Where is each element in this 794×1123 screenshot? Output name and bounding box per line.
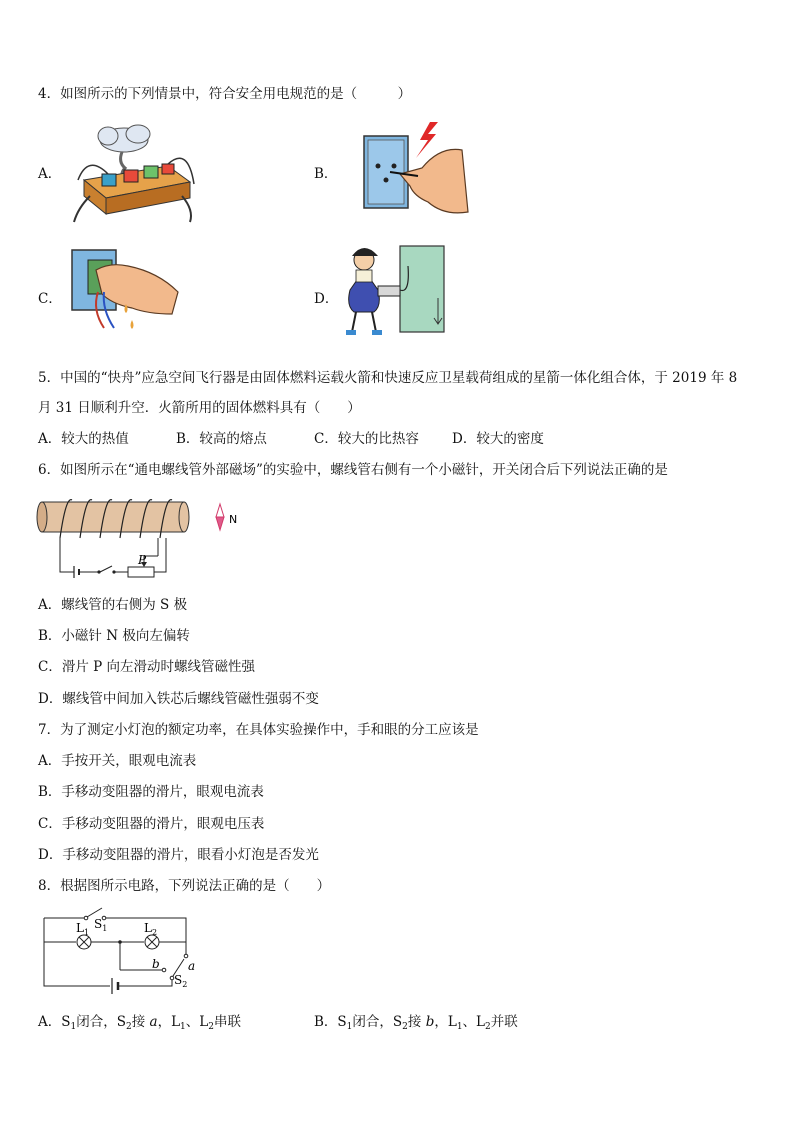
q4-option-d-label[interactable]: D．	[314, 291, 339, 307]
svg-text:L2	[144, 921, 157, 937]
q8-b-s2: S	[392, 1014, 403, 1030]
q8-option-b-label: B．	[314, 1014, 338, 1030]
q6-option-b[interactable]: B．小磁针 N 极向左偏转	[38, 628, 190, 644]
q7-stem: 7．为了测定小灯泡的额定功率，在具体实验操作中，手和眼的分工应该是	[38, 722, 479, 738]
svg-text:L1	[76, 921, 89, 937]
q8-b-label: b	[152, 957, 160, 971]
q8-a-s1: S	[61, 1014, 71, 1030]
q8-circuit-figure	[36, 904, 206, 1004]
q8-option-b[interactable]	[314, 1010, 518, 1032]
q6-stem: 6．如图所示在“通电螺线管外部磁场”的实验中，螺线管右侧有一个小磁针，开关闭合后下列说法正确的是	[38, 462, 668, 478]
q8-l1-sub: 1	[83, 928, 90, 937]
q8-b-l1: L	[447, 1014, 457, 1030]
q8-a-s1-sub: 1	[70, 1022, 77, 1032]
q8-a-l2-sub: 2	[208, 1022, 214, 1032]
q8-a-l1: L	[171, 1014, 181, 1030]
q6-slider-label: P	[138, 553, 147, 567]
q4-option-a-label[interactable]: A．	[38, 166, 62, 182]
q8-a-l2: L	[199, 1014, 209, 1030]
q8-b-l2: L	[476, 1014, 486, 1030]
q8-a-t2: 接	[131, 1014, 150, 1030]
q4-option-d-picture	[342, 242, 466, 342]
q8-b-t2: 接	[407, 1014, 426, 1030]
q4-option-a-picture	[72, 118, 198, 224]
q8-b-s1: S	[337, 1014, 347, 1030]
q8-option-a[interactable]	[38, 1010, 241, 1032]
q8-s1-sub: 1	[102, 924, 108, 933]
q8-a-t1: 闭合，	[76, 1014, 117, 1030]
q4-stem: 4．如图所示的下列情景中，符合安全用电规范的是（ ）	[38, 86, 412, 102]
q8-b-t3: ，	[434, 1014, 448, 1030]
q8-l2-label: L	[144, 921, 152, 935]
q5-option-c[interactable]: C．较大的比热容	[314, 431, 419, 447]
q6-solenoid-figure	[36, 494, 256, 586]
q8-b-l2-sub: 2	[485, 1022, 491, 1032]
q8-b-t5: 并联	[490, 1014, 518, 1030]
q8-l1-label: L	[76, 921, 84, 935]
q8-a-l1-sub: 1	[180, 1022, 186, 1032]
q4-option-c-picture	[68, 246, 182, 336]
q4-option-b-label[interactable]: B．	[314, 166, 338, 182]
q8-a-label: a	[188, 959, 196, 973]
q8-b-l1-sub: 1	[456, 1022, 463, 1032]
q5-stem-line1: 5．中国的“快舟”应急空间飞行器是由固体燃料运载火箭和快速反应卫星载荷组成的星箭一体化组合体，于 2019 年 8	[38, 370, 738, 386]
q8-b-pos: b	[425, 1014, 435, 1030]
q8-b-s1-sub: 1	[346, 1022, 353, 1032]
q6-option-c[interactable]: C．滑片 P 向左滑动时螺线管磁性强	[38, 659, 255, 675]
q6-option-a[interactable]: A．螺线管的右侧为 S 极	[38, 597, 188, 613]
q8-a-t4: 、	[185, 1014, 200, 1030]
q8-stem: 8．根据图所示电路，下列说法正确的是（ ）	[38, 878, 331, 894]
q7-option-c[interactable]: C．手移动变阻器的滑片，眼观电压表	[38, 816, 265, 832]
q8-a-s2: S	[116, 1014, 126, 1030]
q5-stem-line2: 月 31 日顺利升空．火箭所用的固体燃料具有（ ）	[38, 400, 361, 416]
q8-s2-sub: 2	[182, 980, 188, 989]
q5-option-d[interactable]: D．较大的密度	[452, 431, 544, 447]
q8-b-s2-sub: 2	[402, 1022, 408, 1032]
q5-option-a[interactable]: A．较大的热值	[38, 431, 129, 447]
q8-s1-label: S	[94, 917, 103, 931]
q8-b-t1: 闭合，	[352, 1014, 393, 1030]
q8-a-pos: a	[149, 1014, 158, 1030]
q8-l2-sub: 2	[151, 928, 158, 937]
q7-option-b[interactable]: B．手移动变阻器的滑片，眼观电流表	[38, 784, 264, 800]
q5-option-b[interactable]: B．较高的熔点	[176, 431, 267, 447]
q6-option-d[interactable]: D．螺线管中间加入铁芯后螺线管磁性强弱不变	[38, 691, 319, 707]
q8-a-t3: ，	[157, 1014, 172, 1030]
q8-a-t5: 串联	[213, 1014, 241, 1030]
q6-needle-label: N	[229, 513, 238, 526]
q7-option-d[interactable]: D．手移动变阻器的滑片，眼看小灯泡是否发光	[38, 847, 319, 863]
q8-b-t4: 、	[462, 1014, 477, 1030]
q8-s2-label: S	[174, 973, 183, 987]
q8-option-a-label: A．	[38, 1014, 62, 1030]
q4-option-b-picture	[360, 122, 470, 214]
svg-text:S2	[174, 973, 187, 989]
q7-option-a[interactable]: A．手按开关，眼观电流表	[38, 753, 197, 769]
q4-option-c-label[interactable]: C．	[38, 291, 62, 307]
q8-a-s2-sub: 2	[125, 1022, 132, 1032]
